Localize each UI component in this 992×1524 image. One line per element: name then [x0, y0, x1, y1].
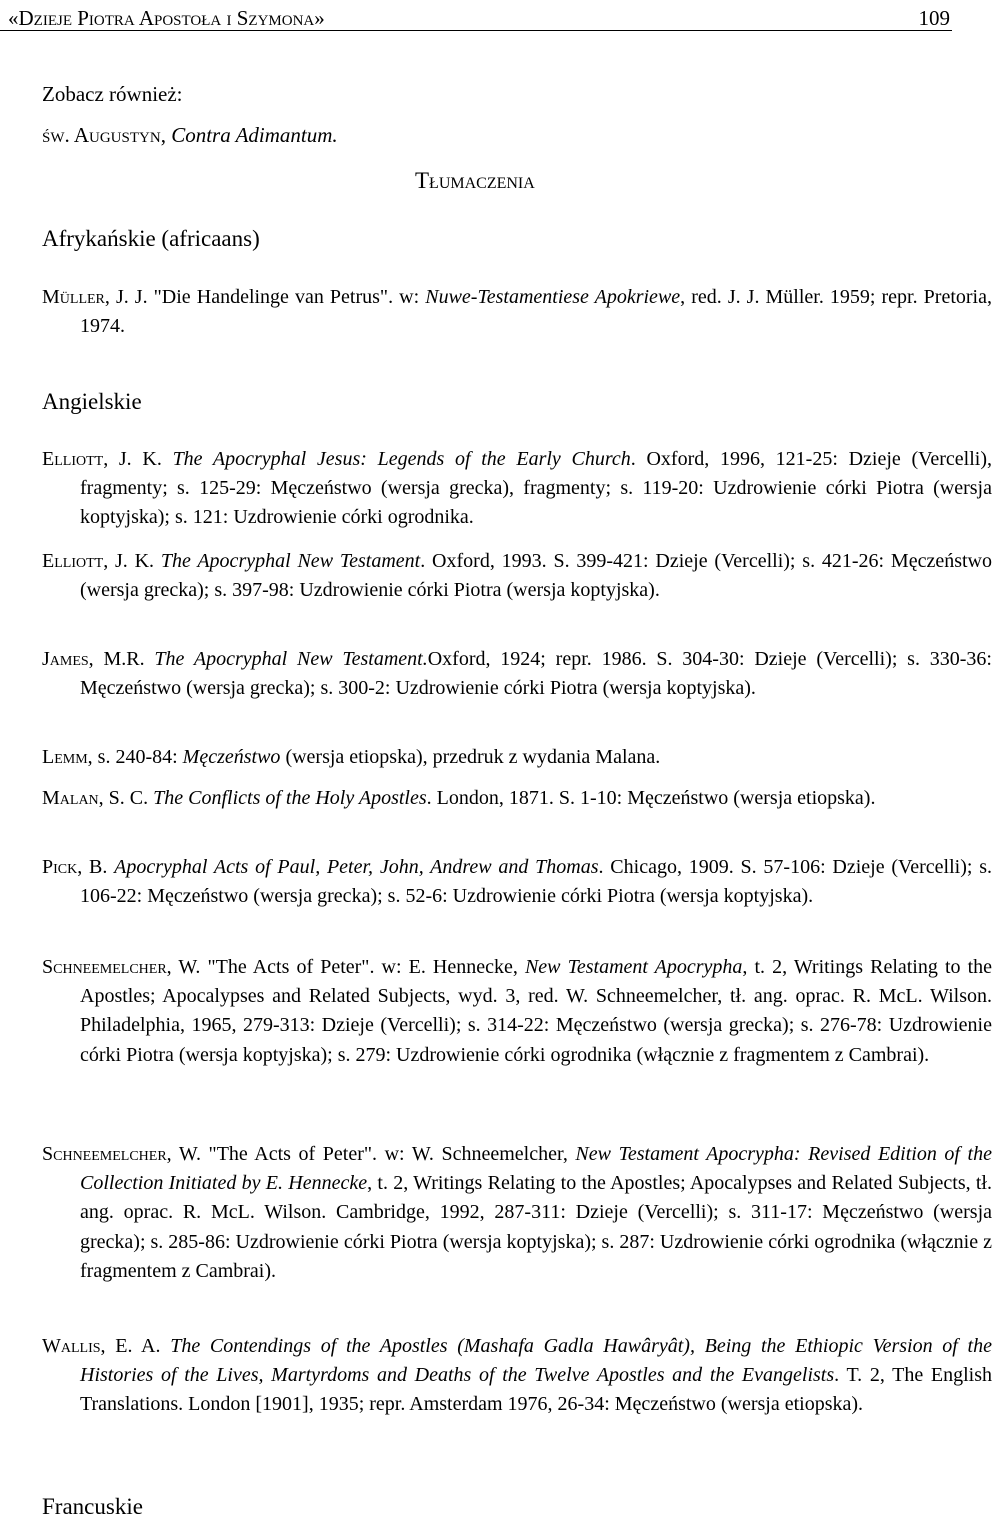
bibliography-entry: Elliott, J. K. The Apocryphal Jesus: Legends of the Early Church. Oxford, 1996, 121-25: Dzieje (Vercelli), fragmenty; s. 125-29: Męczeństwo (wersja grecka), fragmenty; s. 119-20: Uzdrowienie córki Piotra (wersja koptyjska); s. 121: Uzdrowienie córki ogrodnika. [42, 448, 992, 529]
bibliography-entry: Müller, J. J. "Die Handelinge van Petrus". w: Nuwe-Testamentiese Apokriewe, red. J. J. Müller. 1959; repr. Pretoria, 1974. [42, 286, 992, 338]
section-heading: Tłumaczenia [415, 168, 535, 193]
see-also-label: Zobacz również: [42, 82, 183, 106]
bibliography-entry: Wallis, E. A. The Contendings of the Apostles (Mashafa Gadla Hawâryât), Being the Ethiopic Version of the Histories of the Lives, Martyrdoms and Deaths of the Twelve Apostles and the Evangelists. T. 2, The English Translations. London [1901], 1935; repr. Amsterdam 1976, 26-34: Męczeństwo (wersja etiopska). [42, 1335, 992, 1416]
entry-author: Wallis, E. A. [42, 1335, 161, 1357]
entry-title: The Apocryphal New Testament. [154, 648, 428, 670]
entry-author: Schneemelcher, W. [42, 956, 201, 978]
entry-title: Męczeństwo [182, 746, 281, 768]
entry-title: Apocryphal Acts of Paul, Peter, John, Andrew and Thomas [114, 856, 599, 878]
entry-title: Nuwe-Testamentiese Apokriewe [425, 286, 681, 308]
language-heading-afrikaans: Afrykańskie (africaans) [42, 226, 260, 251]
entry-author: Elliott, J. K. [42, 448, 162, 470]
see-also-item: św. Augustyn, Contra Adimantum. [42, 123, 338, 147]
bibliography-entry: Schneemelcher, W. "The Acts of Peter". w: W. Schneemelcher, New Testament Apocrypha: Revised Edition of the Collection Initiated by E. Hennecke, t. 2, Writings Relating to the Apostles; Apocalypses and Related Subjects, tł. ang. oprac. R. McL. Wilson. Cambridge, 1992, 287-311: Dzieje (Vercelli); s. 311-17: Męczeństwo (wersja grecka); s. 285-86: Uzdrowienie córki Piotra (wersja koptyjska); s. 287: Uzdrowienie córki ogrodnika (włącznie z fragmentem z Cambrai). [42, 1143, 992, 1282]
entry-title: The Apocryphal Jesus: Legends of the Early Church [172, 448, 631, 470]
page-number: 109 [918, 6, 950, 30]
entry-title: New Testament Apocrypha [524, 956, 743, 978]
bibliography-entry: Pick, B. Apocryphal Acts of Paul, Peter, John, Andrew and Thomas. Chicago, 1909. S. 57-106: Dzieje (Vercelli); s. 106-22: Męczeństwo (wersja grecka); s. 52-6: Uzdrowienie córki Piotra (wersja koptyjska). [42, 856, 992, 908]
entry-author: James, M.R. [42, 648, 145, 670]
page-header [0, 0, 952, 31]
entry-title: The Conflicts of the Holy Apostles [153, 787, 427, 809]
entry-title: New Testament Apocrypha: Revised Edition of the Collection Initiated by E. Hennecke [80, 1143, 992, 1195]
entry-author: Elliott, J. K. [42, 550, 155, 572]
entry-author: Müller, J. J. [42, 286, 148, 308]
running-head: «Dzieje Piotra Apostoła i Szymona» [8, 6, 325, 30]
bibliography-entry: Elliott, J. K. The Apocryphal New Testament. Oxford, 1993. S. 399-421: Dzieje (Vercelli); s. 421-26: Męczeństwo (wersja grecka); s. 397-98: Uzdrowienie córki Piotra (wersja koptyjska). [42, 550, 992, 602]
language-heading-french: Francuskie [42, 1494, 143, 1519]
language-heading-english: Angielskie [42, 389, 142, 414]
bibliography-entry: Schneemelcher, W. "The Acts of Peter". w: E. Hennecke, New Testament Apocrypha, t. 2, Writings Relating to the Apostles; Apocalypses and Related Subjects, wyd. 3, red. W. Schneemelcher, tł. ang. oprac. R. McL. Wilson. Philadelphia, 1965, 279-313: Dzieje (Vercelli); s. 314-22: Męczeństwo (wersja grecka); s. 276-78: Uzdrowienie córki Piotra (wersja koptyjska); s. 279: Uzdrowienie córki ogrodnika (włącznie z fragmentem z Cambrai). [42, 956, 992, 1066]
entry-title: The Apocryphal New Testament [160, 550, 421, 572]
bibliography-entry: Malan, S. C. The Conflicts of the Holy Apostles. London, 1871. S. 1-10: Męczeństwo (wersja etiopska). [42, 787, 876, 809]
see-also-title: Contra Adimantum. [171, 123, 338, 147]
see-also-author: św. Augustyn [42, 123, 161, 147]
entry-author: Pick, B. [42, 856, 108, 878]
bibliography-entry: James, M.R. The Apocryphal New Testament.Oxford, 1924; repr. 1986. S. 304-30: Dzieje (Vercelli); s. 330-36: Męczeństwo (wersja grecka); s. 300-2: Uzdrowienie córki Piotra (wersja koptyjska). [42, 648, 992, 700]
entry-title: The Contendings of the Apostles (Mashafa Gadla Hawâryât), Being the Ethiopic Version of the Histories of the Lives, Martyrdoms and Deaths of the Twelve Apostles and the Evangelists [80, 1335, 992, 1387]
entry-author: Lemm, [42, 746, 93, 768]
entry-author: Schneemelcher, W. [42, 1143, 201, 1165]
entry-author: Malan, S. C. [42, 787, 149, 809]
bibliography-entry: Lemm, s. 240-84: Męczeństwo (wersja etiopska), przedruk z wydania Malana. [42, 746, 661, 768]
